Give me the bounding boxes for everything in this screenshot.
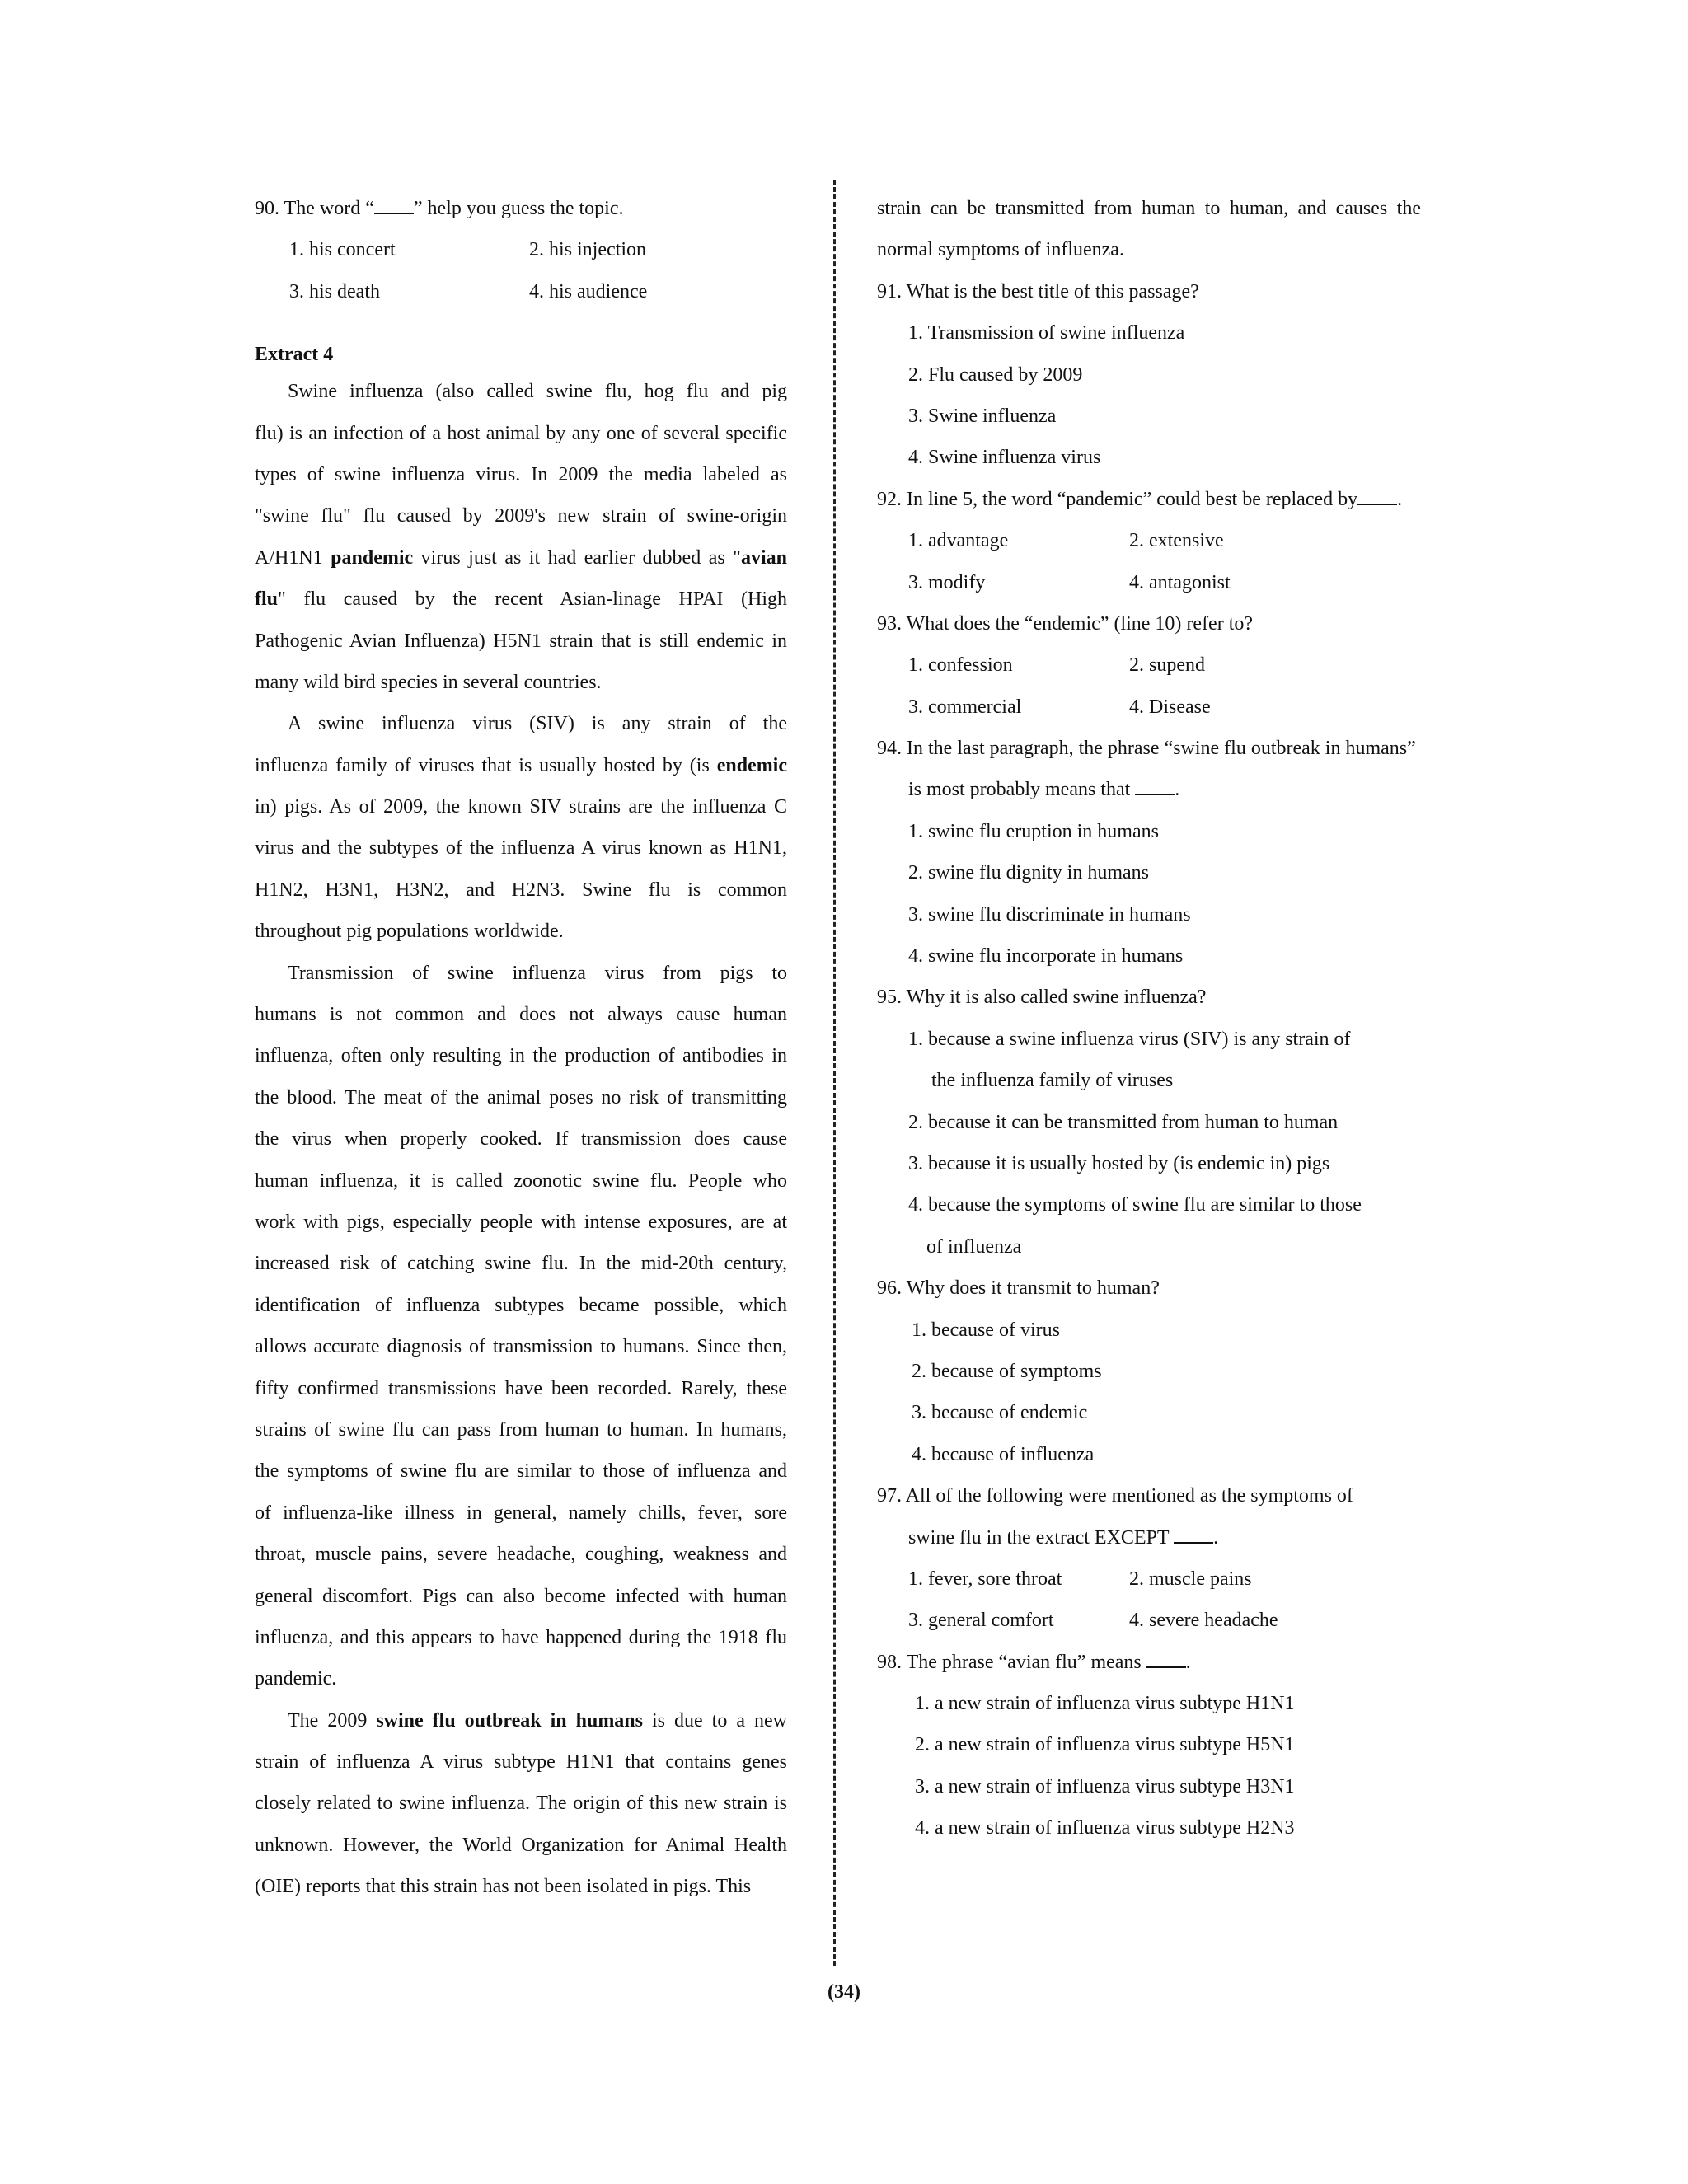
left-column: [255, 188, 787, 1908]
option-3: 3. a new strain of influenza virus subtype H3N1: [915, 1775, 1295, 1797]
text-line: allows accurate diagnosis of transmission to humans. Since then,: [255, 1336, 787, 1358]
option-4-cont: of influenza: [926, 1235, 1022, 1258]
paragraph-1: [255, 371, 787, 703]
text-line: fifty confirmed transmissions have been recorded. Rarely, these: [255, 1377, 787, 1399]
option-1: 1. swine flu eruption in humans: [908, 820, 1159, 842]
question-97-options-row: [877, 1600, 1421, 1641]
question-90-options-row: [255, 229, 787, 270]
answer-blank: [374, 196, 414, 214]
option-4: 4. severe headache: [1129, 1610, 1278, 1632]
text-line: [255, 1700, 787, 1741]
question-94-stem-cont: [877, 769, 1421, 810]
question-text: ” help you guess the topic.: [413, 198, 624, 219]
text-segment: The 2009: [288, 1709, 377, 1732]
paragraph-2: [255, 703, 787, 952]
bold-term: swine flu outbreak in humans: [376, 1709, 643, 1732]
text-segment: influenza family of viruses that is usually hosted by (is: [255, 754, 717, 776]
question-97-stem-cont: [877, 1517, 1421, 1558]
option-3: 3. because of endemic: [912, 1402, 1088, 1424]
text-line: throat, muscle pains, severe headache, coughing, weakness and: [255, 1544, 787, 1566]
paragraph-3: [255, 953, 787, 1700]
question-text: .: [1213, 1526, 1219, 1549]
bold-term: flu: [255, 588, 279, 611]
text-line: [255, 579, 787, 620]
question-97-options-row: [877, 1558, 1421, 1600]
question-90-stem: [255, 188, 787, 229]
bold-term: endemic: [716, 754, 787, 776]
text-line: influenza, often only resulting in the production of antibodies in: [255, 1045, 787, 1067]
text-segment: is due to a new: [643, 1709, 787, 1732]
text-line: Transmission of swine influenza virus from pigs to: [288, 962, 787, 984]
text-line: "swine flu" flu caused by 2009's new strain of swine-origin: [255, 505, 787, 527]
answer-blank: [1357, 487, 1397, 505]
question-98-stem: [877, 1642, 1421, 1683]
option-4: 4. because of influenza: [912, 1443, 1095, 1465]
option-1: 1. a new strain of influenza virus subtype H1N1: [915, 1693, 1295, 1715]
option-3: 3. his death: [289, 280, 380, 302]
option-4: 4. Swine influenza virus: [908, 447, 1101, 469]
extract-heading: Extract 4: [255, 344, 334, 366]
text-line: closely related to swine influenza. The origin of this new strain is: [255, 1793, 787, 1815]
option-4: 4. a new strain of influenza virus subtype H2N3: [915, 1817, 1295, 1840]
text-line: [255, 537, 787, 579]
option-1: 1. his concert: [289, 239, 396, 261]
text-line: Swine influenza (also called swine flu, hog flu and pig: [288, 381, 787, 403]
text-line: the blood. The meat of the animal poses no risk of transmitting: [255, 1086, 787, 1108]
text-line: the symptoms of swine flu are similar to those of influenza and: [255, 1460, 787, 1483]
text-segment: virus just as it had earlier dubbed as ": [413, 546, 741, 569]
text-line: types of swine influenza virus. In 2009 the media labeled as: [255, 463, 787, 485]
option-2: 2. Flu caused by 2009: [908, 363, 1083, 386]
question-92-options-row: [877, 562, 1421, 603]
option-1: 1. because of virus: [912, 1319, 1060, 1341]
text-line: strain can be transmitted from human to human, and causes the: [877, 198, 1421, 219]
question-text: .: [1175, 779, 1180, 801]
text-line: unknown. However, the World Organization for Animal Health: [255, 1834, 787, 1856]
question-text: .: [1185, 1651, 1191, 1673]
text-line: human influenza, it is called zoonotic swine flu. People who: [255, 1169, 787, 1192]
bold-term: pandemic: [331, 546, 414, 569]
text-line: strain of influenza A virus subtype H1N1 that contains genes: [255, 1751, 787, 1774]
text-line: in) pigs. As of 2009, the known SIV strains are the influenza C: [255, 796, 787, 818]
question-92-stem: [877, 479, 1421, 520]
option-4: 4. swine flu incorporate in humans: [908, 945, 1184, 968]
question-text: 92. In line 5, the word “pandemic” could best be replaced by: [877, 488, 1358, 510]
text-line: throughout pig populations worldwide.: [255, 921, 564, 943]
text-line: the virus when properly cooked. If transmission does cause: [255, 1128, 787, 1151]
text-line: of influenza-like illness in general, namely chills, fever, sore: [255, 1502, 787, 1524]
option-3: 3. Swine influenza: [908, 405, 1057, 427]
text-line: virus and the subtypes of the influenza A virus known as H1N1,: [255, 837, 787, 860]
text-line: work with pigs, especially people with intense exposures, are at: [255, 1211, 787, 1233]
option-2: 2. his injection: [529, 239, 646, 261]
bold-term: avian: [740, 546, 787, 569]
option-2: 2. supend: [1129, 654, 1205, 677]
option-3: 3. modify: [908, 571, 986, 593]
question-95-stem: 95. Why it is also called swine influenza?: [877, 987, 1207, 1009]
option-1: 1. confession: [908, 654, 1013, 677]
page-number: (34): [828, 1981, 860, 2003]
text-line: normal symptoms of influenza.: [877, 239, 1124, 261]
text-line: H1N2, H3N1, H3N2, and H2N3. Swine flu is common: [255, 879, 787, 901]
question-93-options-row: [877, 687, 1421, 728]
question-text: 98. The phrase “avian flu” means: [877, 1651, 1146, 1673]
option-1: 1. Transmission of swine influenza: [908, 322, 1185, 344]
option-1: 1. fever, sore throat: [908, 1568, 1062, 1590]
option-1-cont: the influenza family of viruses: [931, 1070, 1174, 1092]
text-line: flu) is an infection of a host animal by any one of several specific: [255, 422, 787, 444]
column-divider: [833, 180, 836, 1966]
option-2: 2. because it can be transmitted from human to human: [908, 1111, 1339, 1133]
right-column: [877, 188, 1421, 1849]
text-line: strains of swine flu can pass from human to human. In humans,: [255, 1418, 787, 1441]
text-line: A swine influenza virus (SIV) is any strain of the: [288, 713, 787, 735]
question-93-stem: 93. What does the “endemic” (line 10) refer to?: [877, 612, 1254, 635]
text-line: [255, 745, 787, 786]
question-92-options-row: [877, 520, 1421, 561]
text-line: (OIE) reports that this strain has not been isolated in pigs. This: [255, 1876, 752, 1898]
question-96-stem: 96. Why does it transmit to human?: [877, 1277, 1160, 1300]
question-90-options-row: [255, 271, 787, 312]
text-segment: A/H1N1: [255, 546, 331, 569]
option-2: 2. a new strain of influenza virus subtype H5N1: [915, 1734, 1295, 1756]
question-text: 90. The word “: [255, 198, 374, 219]
option-3: 3. because it is usually hosted by (is endemic in) pigs: [908, 1152, 1330, 1174]
option-4: 4. antagonist: [1129, 571, 1231, 593]
text-line: influenza, and this appears to have happened during the 1918 flu: [255, 1626, 787, 1648]
text-line: many wild bird species in several countries.: [255, 671, 602, 693]
question-text: is most probably means that: [908, 779, 1136, 801]
option-3: 3. swine flu discriminate in humans: [908, 903, 1191, 926]
answer-blank: [1135, 777, 1175, 795]
option-3: 3. general comfort: [908, 1610, 1054, 1632]
option-3: 3. commercial: [908, 696, 1022, 718]
answer-blank: [1174, 1526, 1213, 1544]
text-line: identification of influenza subtypes became possible, which: [255, 1294, 787, 1316]
option-2: 2. extensive: [1129, 530, 1224, 552]
question-93-options-row: [877, 644, 1421, 686]
paragraph-4: [255, 1700, 787, 1908]
option-2: 2. muscle pains: [1129, 1568, 1252, 1590]
option-1: 1. because a swine influenza virus (SIV) is any strain of: [908, 1028, 1351, 1050]
text-line: general discomfort. Pigs can also become infected with human: [255, 1585, 787, 1607]
text-segment: " flu caused by the recent Asian-linage HPAI (High: [278, 588, 787, 611]
option-4: 4. his audience: [529, 280, 648, 302]
question-text: .: [1397, 488, 1403, 510]
text-line: humans is not common and does not always cause human: [255, 1004, 787, 1026]
option-1: 1. advantage: [908, 530, 1009, 552]
question-97-stem: 97. All of the following were mentioned as the symptoms of: [877, 1485, 1353, 1507]
option-2: 2. swine flu dignity in humans: [908, 862, 1149, 884]
option-2: 2. because of symptoms: [912, 1360, 1102, 1382]
option-4: 4. because the symptoms of swine flu are similar to those: [908, 1194, 1362, 1216]
answer-blank: [1146, 1650, 1186, 1668]
option-4: 4. Disease: [1129, 696, 1211, 718]
text-line: Pathogenic Avian Influenza) H5N1 strain that is still endemic in: [255, 630, 787, 652]
question-91-stem: 91. What is the best title of this passage?: [877, 280, 1199, 302]
text-line: pandemic.: [255, 1668, 337, 1690]
question-text: swine flu in the extract EXCEPT: [908, 1526, 1175, 1549]
text-line: increased risk of catching swine flu. In the mid-20th century,: [255, 1253, 787, 1275]
question-94-stem: 94. In the last paragraph, the phrase “swine flu outbreak in humans”: [877, 738, 1416, 760]
